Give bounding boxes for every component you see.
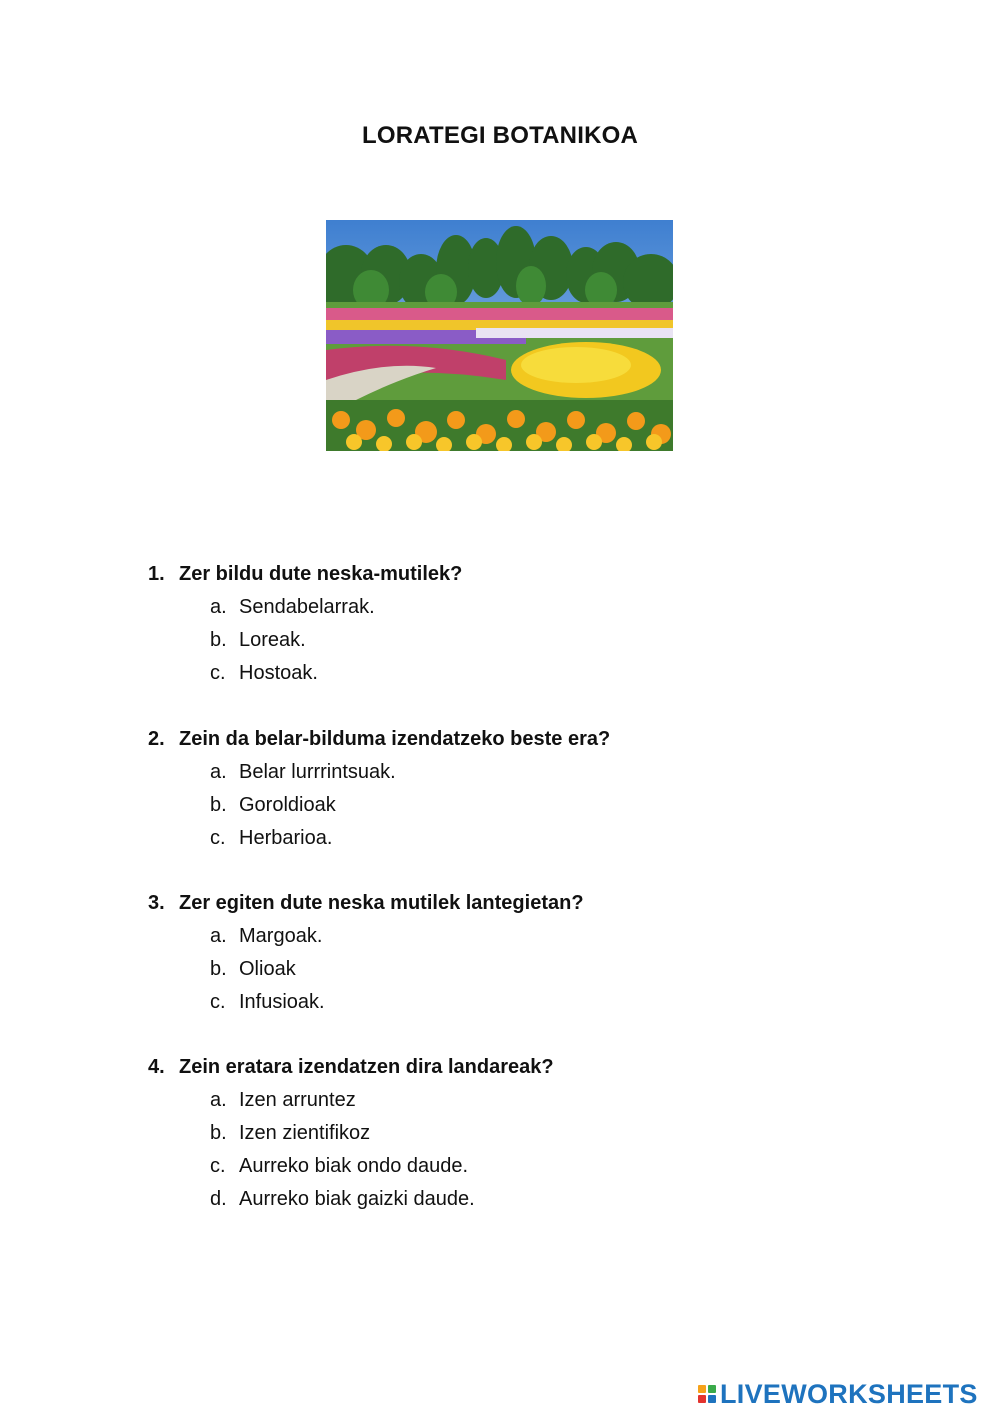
answer-option: [148, 986, 584, 1019]
page-title: LORATEGI BOTANIKOA: [361, 122, 639, 149]
answer-option: [148, 756, 610, 789]
option-text: Izen arruntez: [239, 1089, 356, 1111]
question-label: Zer egiten dute neska mutilek lantegietan?: [179, 892, 584, 914]
question-block: [148, 1051, 554, 1216]
question-text: [148, 558, 462, 591]
answer-option: [148, 657, 462, 690]
answer-option: [148, 1084, 554, 1117]
logo-text: LIVEWORKSHEETS: [720, 1378, 978, 1409]
option-text: Izen zientifikoz: [239, 1122, 371, 1144]
option-text: Hostoak.: [239, 662, 318, 684]
option-text: Herbarioa.: [239, 827, 333, 849]
option-text: Infusioak.: [239, 991, 325, 1013]
question-label: Zer bildu dute neska-mutilek?: [179, 563, 463, 585]
question-block: [148, 887, 584, 1019]
option-text: Olioak: [239, 958, 296, 980]
option-letter: b.: [210, 958, 227, 980]
option-text: Sendabelarrak.: [239, 596, 375, 618]
question-text: [148, 887, 584, 920]
option-letter: a.: [210, 596, 227, 618]
question-block: [148, 558, 462, 690]
option-text: Belar lurrrintsuak.: [239, 761, 396, 783]
answer-option: [148, 1183, 554, 1216]
answer-option: [148, 591, 462, 624]
question-label: Zein da belar-bilduma izendatzeko beste era?: [179, 728, 611, 750]
option-letter: b.: [210, 1122, 227, 1144]
answer-option: [148, 953, 584, 986]
liveworksheets-logo: [698, 1380, 978, 1408]
option-text: Margoak.: [239, 925, 323, 947]
answer-option: [148, 920, 584, 953]
option-letter: a.: [210, 925, 227, 947]
option-text: Aurreko biak gaizki daude.: [239, 1188, 475, 1210]
answer-option: [148, 624, 462, 657]
option-letter: b.: [210, 794, 227, 816]
option-letter: a.: [210, 1089, 227, 1111]
option-letter: b.: [210, 629, 227, 651]
option-letter: d.: [210, 1188, 227, 1210]
question-number: 4.: [148, 1056, 165, 1078]
answer-option: [148, 822, 610, 855]
question-number: 1.: [148, 563, 165, 585]
question-block: [148, 723, 610, 855]
question-number: 2.: [148, 728, 165, 750]
option-letter: c.: [210, 827, 226, 849]
logo-mark-icon: [698, 1385, 716, 1403]
option-letter: c.: [210, 662, 226, 684]
option-letter: a.: [210, 761, 227, 783]
question-text: [148, 1051, 554, 1084]
option-letter: c.: [210, 1155, 226, 1177]
question-text: [148, 723, 610, 756]
answer-option: [148, 1117, 554, 1150]
option-letter: c.: [210, 991, 226, 1013]
option-text: Goroldioak: [239, 794, 336, 816]
garden-photo: [326, 220, 673, 451]
answer-option: [148, 1150, 554, 1183]
question-number: 3.: [148, 892, 165, 914]
question-label: Zein eratara izendatzen dira landareak?: [179, 1056, 554, 1078]
option-text: Loreak.: [239, 629, 306, 651]
option-text: Aurreko biak ondo daude.: [239, 1155, 469, 1177]
answer-option: [148, 789, 610, 822]
